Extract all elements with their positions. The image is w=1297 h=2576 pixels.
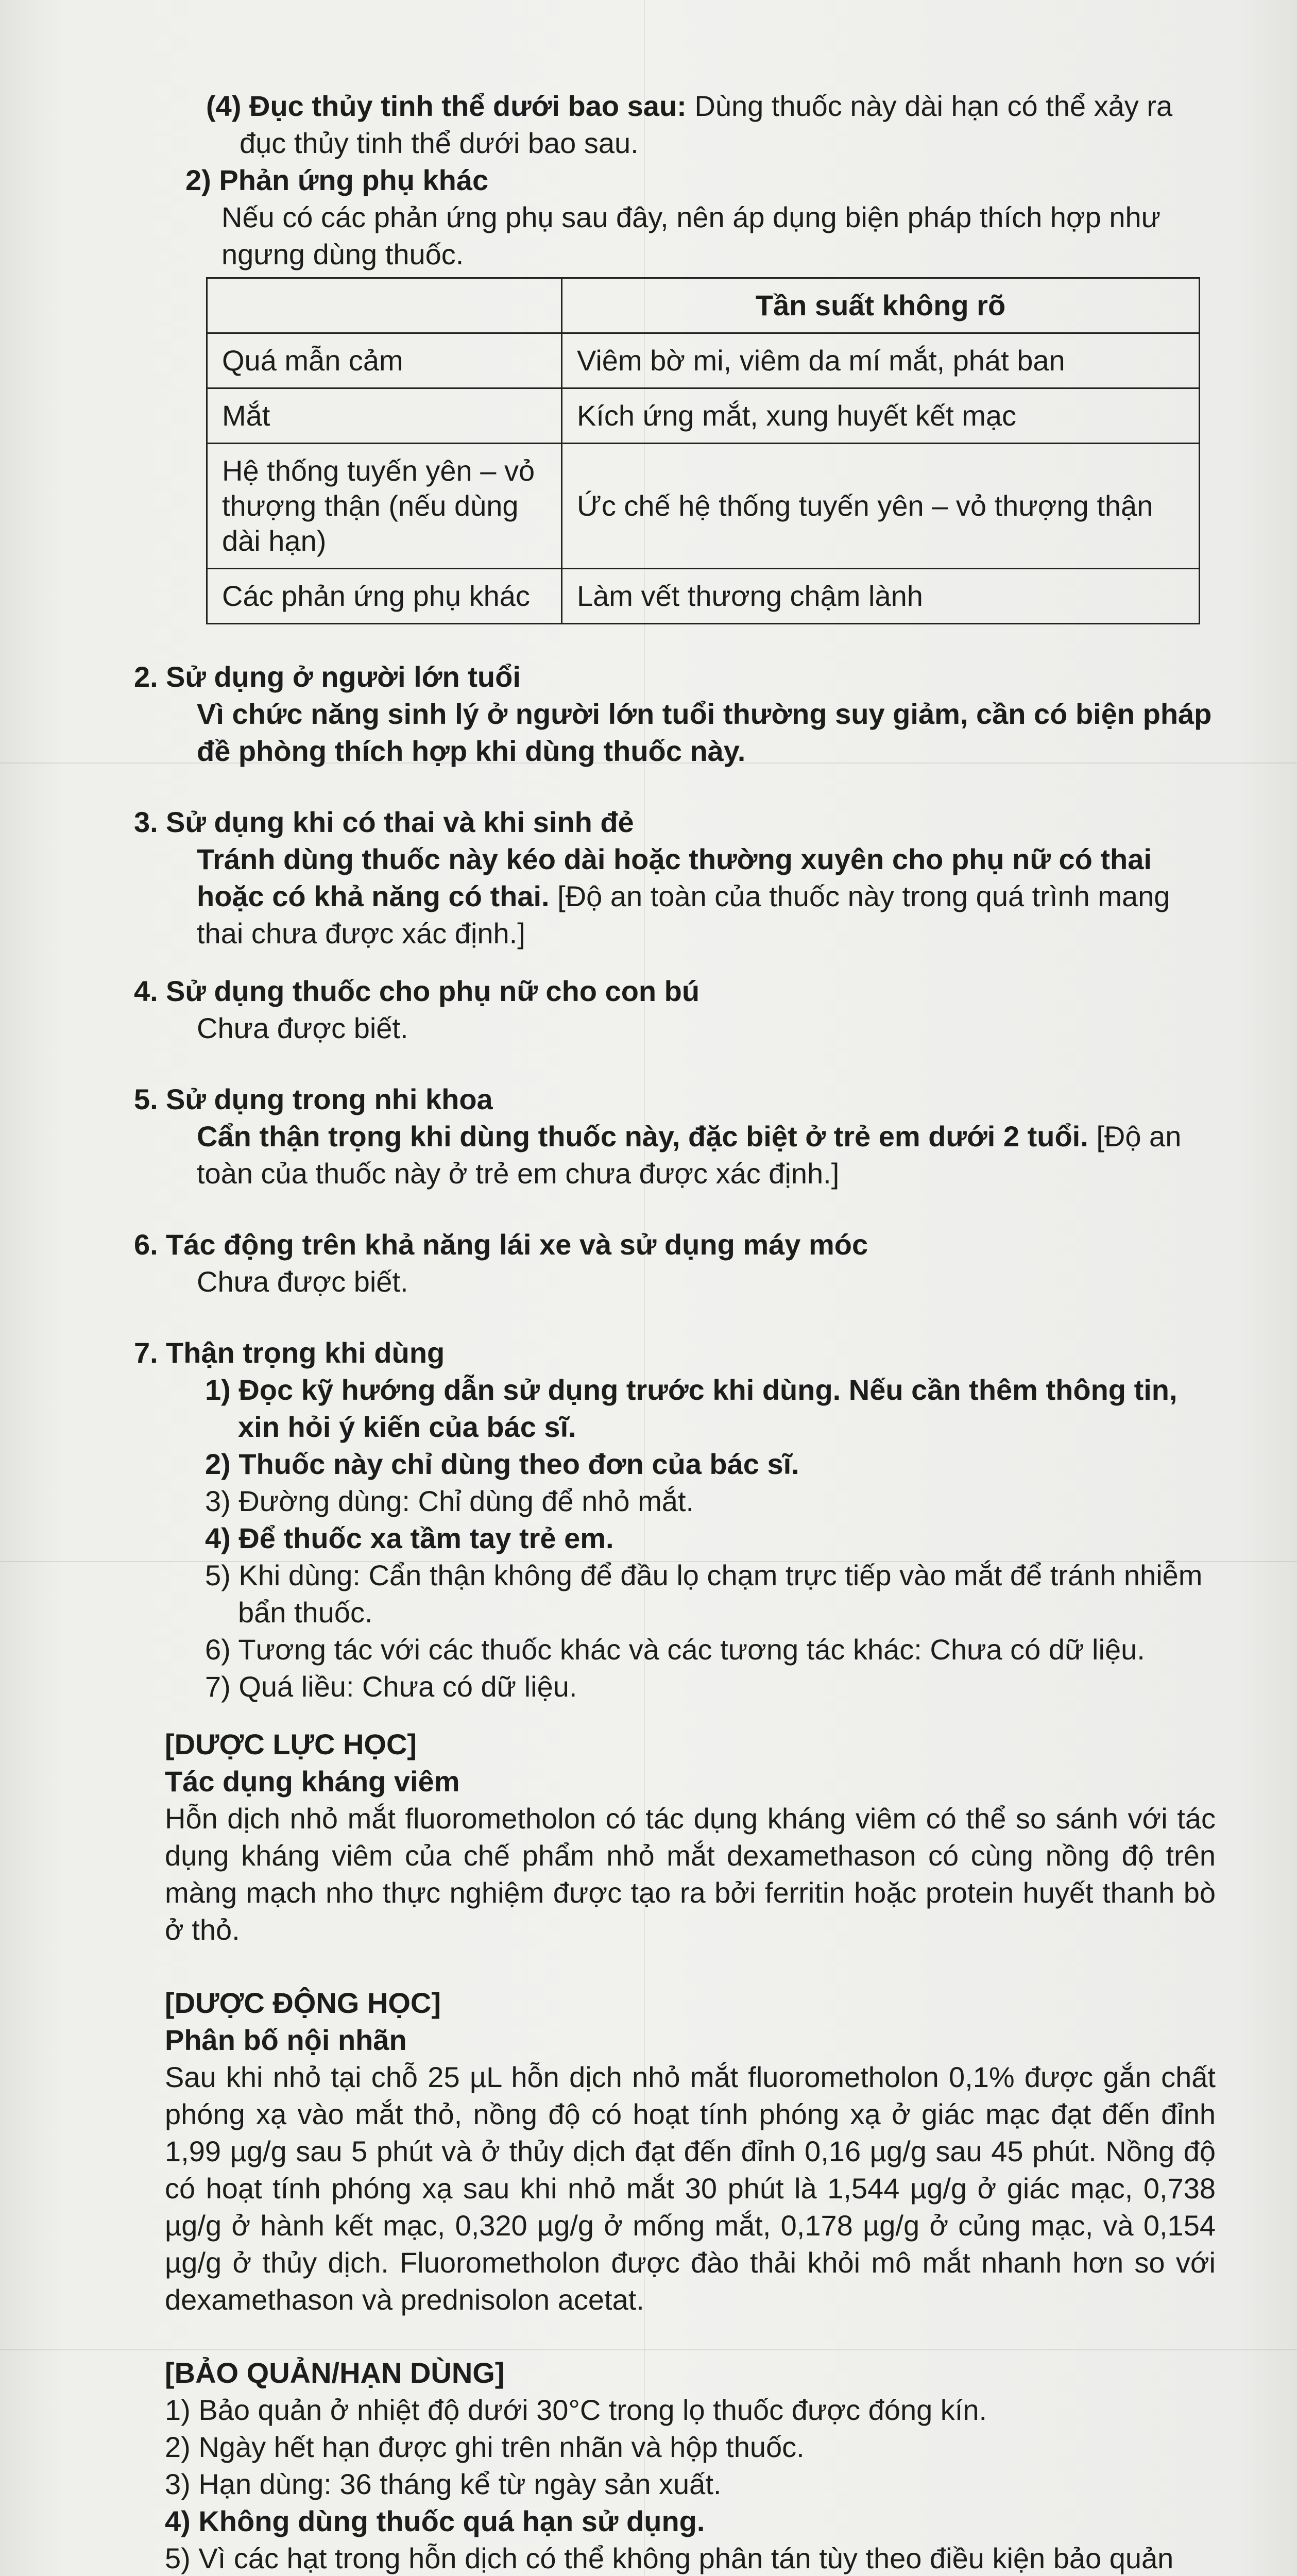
list-item: 1) Bảo quản ở nhiệt độ dưới 30°C trong lọ thuốc được đóng kín. <box>165 2394 987 2426</box>
adverse-reactions-table <box>206 277 1200 624</box>
section-text <box>165 841 1216 952</box>
item-4-cataract <box>165 88 1216 162</box>
list-item: 2) Thuốc này chỉ dùng theo đơn của bác sĩ. <box>205 1448 799 1480</box>
section-title: Sử dụng thuốc cho phụ nữ cho con bú <box>166 975 700 1007</box>
list-item: 2) Ngày hết hạn được ghi trên nhãn và hộp thuốc. <box>165 2431 805 2463</box>
list-item: 4) Để thuốc xa tầm tay trẻ em. <box>205 1522 614 1554</box>
other-reactions-title: 2) Phản ứng phụ khác <box>185 164 489 196</box>
section-text: Chưa được biết. <box>197 1012 408 1044</box>
section-text: Sau khi nhỏ tại chỗ 25 µL hỗn dịch nhỏ mắt fluorometholon 0,1% được gắn chất phóng xạ vào mắt thỏ, nồng độ có hoạt tính phóng xạ ở giác mạc đạt đến đỉnh 1,99 µg/g sau 5 phút và ở thủy dịch đạt đến đỉnh 0,16 µg/g sau 45 phút. Nồng độ có hoạt tính phóng xạ sau khi nhỏ mắt 30 phút là 1,544 µg/g ở giác mạc, 0,738 µg/g ở hành kết mạc, 0,320 µg/g ở mống mắt, 0,178 µg/g ở củng mạc, và 0,154 µg/g ở thủy dịch. Fluorometholon được đào thải khỏi mô mắt nhanh hơn so với dexamethason và prednisolon acetat. <box>165 2061 1216 2316</box>
section-heading <box>134 973 1216 1010</box>
section-pharmacodynamics <box>165 1726 1216 1948</box>
table-cell-effect: Ức chế hệ thống tuyến yên – vỏ thượng thận <box>562 444 1200 569</box>
list-item: 6) Tương tác với các thuốc khác và các tương tác khác: Chưa có dữ liệu. <box>205 1633 1145 1666</box>
list-item: 5) Khi dùng: Cẩn thận không để đầu lọ chạm trực tiếp vào mắt để tránh nhiễm bẩn thuốc. <box>205 1559 1203 1629</box>
section-title: Tác động trên khả năng lái xe và sử dụng máy móc <box>166 1228 868 1261</box>
section-number: 6. <box>134 1228 158 1261</box>
section-heading: [BẢO QUẢN/HẠN DÙNG] <box>165 2357 505 2389</box>
list-item: 3) Đường dùng: Chỉ dùng để nhỏ mắt. <box>205 1485 694 1517</box>
item-4-text: Dùng thuốc này dài hạn có thể xảy ra đục thủy tinh thể dưới bao sau. <box>240 90 1173 159</box>
section-title: Sử dụng khi có thai và khi sinh đẻ <box>166 806 634 838</box>
table-row <box>207 388 1200 444</box>
table-cell-effect: Viêm bờ mi, viêm da mí mắt, phát ban <box>562 333 1200 388</box>
table-cell-category: Mắt <box>207 388 562 444</box>
list-item: 7) Quá liều: Chưa có dữ liệu. <box>205 1670 577 1703</box>
section-precautions <box>134 1334 1216 1705</box>
table-header-frequency: Tần suất không rõ <box>562 278 1200 333</box>
list-item: 1) Đọc kỹ hướng dẫn sử dụng trước khi dùng. Nếu cần thêm thông tin, xin hỏi ý kiến của bác sĩ. <box>205 1374 1177 1443</box>
section-number: 7. <box>134 1336 158 1369</box>
section-heading <box>134 1081 1216 1118</box>
section-title: Sử dụng ở người lớn tuổi <box>166 660 521 693</box>
section-heading: [DƯỢC ĐỘNG HỌC] <box>165 1987 441 2019</box>
table-cell-category: Các phản ứng phụ khác <box>207 569 562 624</box>
list-item: 4) Không dùng thuốc quá hạn sử dụng. <box>165 2505 705 2537</box>
section-text-bold: Cẩn thận trọng khi dùng thuốc này, đặc biệt ở trẻ em dưới 2 tuổi. <box>197 1120 1088 1153</box>
table-row <box>207 444 1200 569</box>
section-title: Thận trọng khi dùng <box>166 1336 445 1369</box>
other-reactions-text: Nếu có các phản ứng phụ sau đây, nên áp dụng biện pháp thích hợp như ngưng dùng thuốc. <box>221 201 1161 270</box>
table-cell-category: Hệ thống tuyến yên – vỏ thượng thận (nếu dùng dài hạn) <box>207 444 562 569</box>
section-heading <box>134 804 1216 841</box>
section-driving <box>134 1226 1216 1300</box>
item-4-title: (4) Đục thủy tinh thể dưới bao sau: <box>206 90 687 122</box>
section-number: 2. <box>134 660 158 693</box>
table-cell-effect: Làm vết thương chậm lành <box>562 569 1200 624</box>
section-number: 5. <box>134 1083 158 1115</box>
section-heading <box>134 1334 1216 1371</box>
table-corner-cell <box>207 278 562 333</box>
section-subheading: Phân bố nội nhãn <box>165 2024 407 2056</box>
table-cell-category: Quá mẫn cảm <box>207 333 562 388</box>
section-storage <box>165 2354 1216 2576</box>
list-item: 5) Vì các hạt trong hỗn dịch có thể không phân tán tùy theo điều kiện bảo quản <box>165 2542 1174 2574</box>
section-heading <box>134 1226 1216 1263</box>
section-title: Sử dụng trong nhi khoa <box>166 1083 493 1115</box>
section-number: 3. <box>134 806 158 838</box>
section-elderly <box>134 658 1216 770</box>
leaflet-content <box>134 88 1216 2576</box>
section-heading: [DƯỢC LỰC HỌC] <box>165 1728 417 1760</box>
section-text: Vì chức năng sinh lý ở người lớn tuổi thường suy giảm, cần có biện pháp đề phòng thích hợp khi dùng thuốc này. <box>197 698 1212 767</box>
section-number: 4. <box>134 975 158 1007</box>
list-item: 3) Hạn dùng: 36 tháng kể từ ngày sản xuất. <box>165 2468 722 2500</box>
section-pregnancy <box>134 804 1216 952</box>
section-text-normal: [Độ an toàn của thuốc này trong quá trình mang thai chưa được xác định.] <box>197 880 1170 950</box>
section-pediatrics <box>134 1081 1216 1192</box>
section-subheading: Tác dụng kháng viêm <box>165 1765 460 1798</box>
table-row <box>207 569 1200 624</box>
section-heading <box>134 658 1216 696</box>
table-cell-effect: Kích ứng mắt, xung huyết kết mạc <box>562 388 1200 444</box>
section-text: Chưa được biết. <box>197 1265 408 1298</box>
section-text-bold: Tránh dùng thuốc này kéo dài hoặc thường xuyên cho phụ nữ có thai hoặc có khả năng có thai. <box>197 843 1152 912</box>
section-text-normal: [Độ an toàn của thuốc này ở trẻ em chưa được xác định.] <box>197 1120 1182 1190</box>
section-lactation <box>134 973 1216 1047</box>
section-text: Hỗn dịch nhỏ mắt fluorometholon có tác dụng kháng viêm có thể so sánh với tác dụng kháng viêm của chế phẩm nhỏ mắt dexamethason có cùng nồng độ trên màng mạch nho thực nghiệm được tạo ra bởi ferritin hoặc protein huyết thanh bò ở thỏ. <box>165 1802 1216 1946</box>
section-pharmacokinetics <box>165 1985 1216 2318</box>
table-row <box>207 333 1200 388</box>
section-text <box>165 1118 1216 1192</box>
